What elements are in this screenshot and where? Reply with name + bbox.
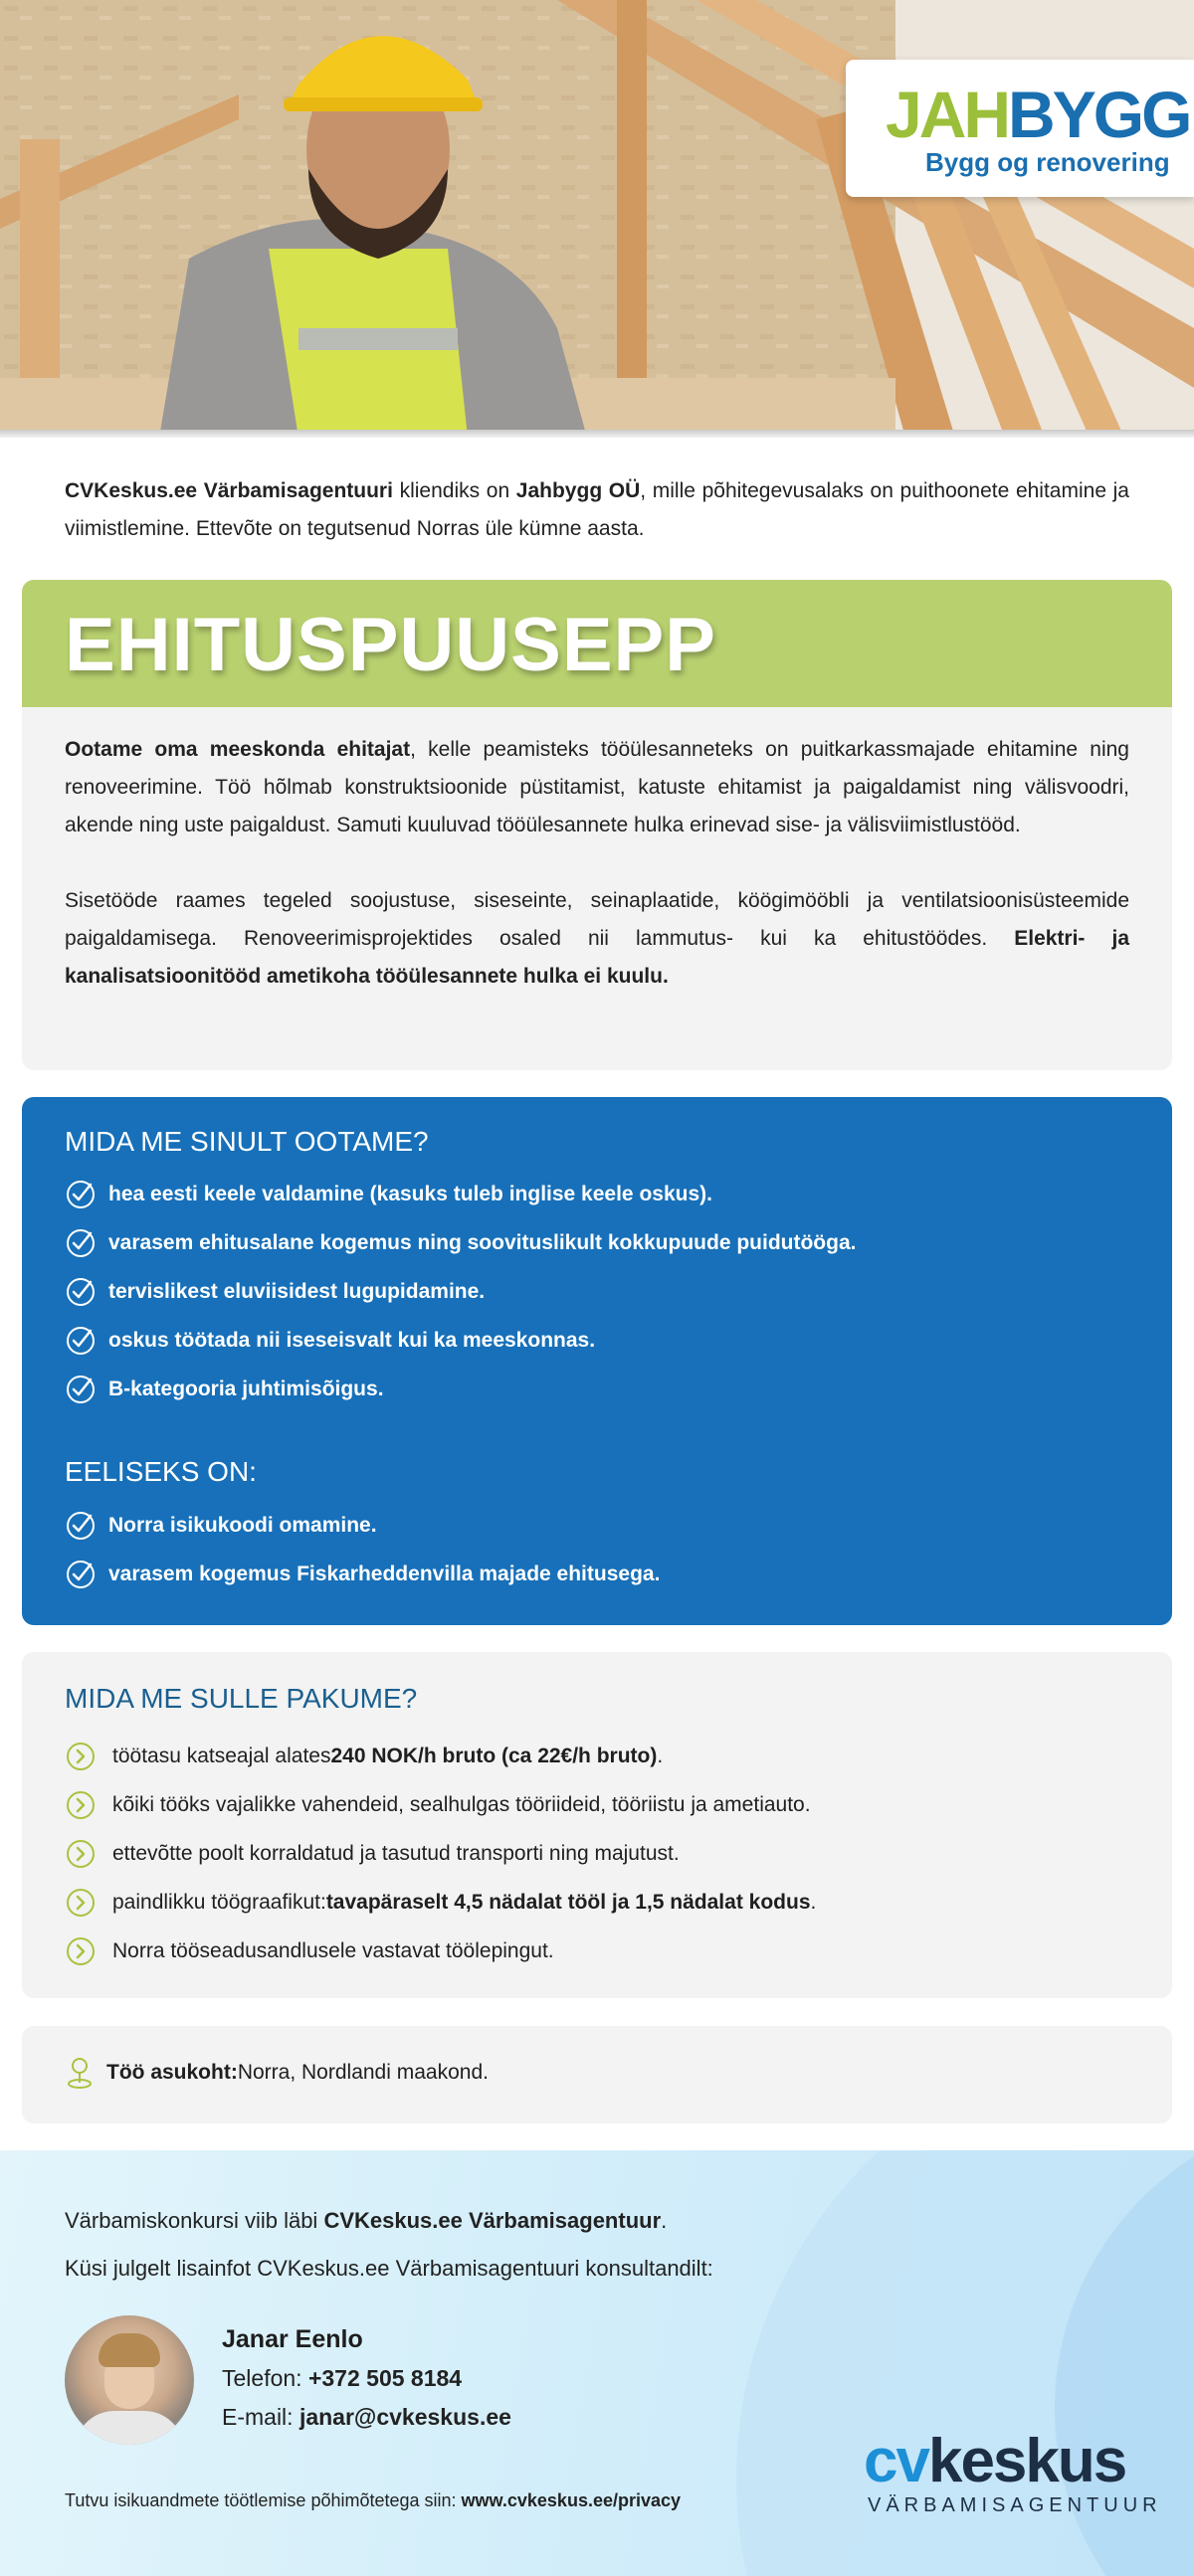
job-title: EHITUSPUUSEPP xyxy=(65,603,716,687)
check-circle-icon xyxy=(65,1179,97,1210)
chevron-circle-icon xyxy=(65,1741,97,1772)
offer-item: Norra tööseadusandlusele vastavat töölepingut. xyxy=(65,1927,1139,1975)
preference-item: Norra isikukoodi omamine. xyxy=(65,1501,1139,1550)
contact-email: E-mail: janar@cvkeskus.ee xyxy=(222,2404,511,2430)
requirements-card xyxy=(22,1097,1172,1625)
preference-item: varasem kogemus Fiskarheddenvilla majade ehitusega. xyxy=(65,1550,1139,1598)
requirements-list xyxy=(65,1170,1139,1413)
offer-item: kõiki tööks vajalikke vahendeid, sealhulgas tööriideid, tööriistu ja ametiauto. xyxy=(65,1780,1139,1829)
contact-name: Janar Eenlo xyxy=(222,2325,363,2353)
check-circle-icon xyxy=(65,1325,97,1357)
requirement-item: hea eesti keele valdamine (kasuks tuleb inglise keele oskus). xyxy=(65,1170,1139,1218)
recruiter-line: Värbamiskonkursi viib läbi CVKeskus.ee Värbamisagentuur. xyxy=(65,2208,668,2233)
chevron-circle-icon xyxy=(65,1887,97,1919)
logo-tagline: Bygg og renovering xyxy=(925,147,1170,177)
requirement-item: tervislikest eluviisidest lugupidamine. xyxy=(65,1267,1139,1316)
jahbygg-logo xyxy=(846,60,1194,197)
offer-heading: MIDA ME SULLE PAKUME? xyxy=(65,1683,418,1714)
intro-text: CVKeskus.ee Värbamisagentuuri kliendiks on Jahbygg OÜ, mille põhitegevusalaks on puithoonete ehitamine ja viimistlemine. Ettevõte on tegutsenud Norras üle kümne aasta. xyxy=(65,479,1129,540)
email-link[interactable]: janar@cvkeskus.ee xyxy=(298,2404,511,2430)
job-title-band xyxy=(22,580,1172,707)
check-circle-icon xyxy=(65,1374,97,1405)
check-circle-icon xyxy=(65,1276,97,1308)
location-card xyxy=(22,2026,1172,2123)
offer-list xyxy=(65,1732,1139,1975)
requirements-heading: MIDA ME SINULT OOTAME? xyxy=(65,1126,429,1157)
job-description-card xyxy=(22,580,1172,1070)
avatar xyxy=(65,2315,194,2445)
footer xyxy=(0,2150,1194,2576)
chevron-circle-icon xyxy=(65,1838,97,1870)
chevron-circle-icon xyxy=(65,1789,97,1821)
location-row xyxy=(65,2056,489,2090)
map-pin-icon xyxy=(65,2056,95,2090)
job-description xyxy=(65,731,1129,1033)
offer-item: paindlikku töögraafikut: tavapäraselt 4,5 nädalat tööl ja 1,5 nädalat kodus . xyxy=(65,1878,1139,1927)
preferences-list xyxy=(65,1501,1139,1598)
offer-item: töötasu katseajal alates 240 NOK/h bruto (ca 22€/h bruto) . xyxy=(65,1732,1139,1780)
phone-link[interactable]: +372 505 8184 xyxy=(307,2365,463,2391)
offer-item: ettevõtte poolt korraldatud ja tasutud transporti ning majutust. xyxy=(65,1829,1139,1878)
privacy-notice: Tutvu isikuandmete töötlemise põhimõtetega siin: www.cvkeskus.ee/privacy xyxy=(65,2490,682,2510)
hero-image xyxy=(0,0,1194,438)
requirement-item: oskus töötada nii iseseisvalt kui ka meeskonnas. xyxy=(65,1316,1139,1365)
client-name: Jahbygg OÜ xyxy=(515,479,641,502)
contact-invite: Küsi julgelt lisainfot CVKeskus.ee Värbamisagentuuri konsultandilt: xyxy=(65,2256,713,2281)
privacy-link[interactable]: www.cvkeskus.ee/privacy xyxy=(461,2490,682,2510)
job-paragraph-2: Sisetööde raames tegeled soojustuse, siseseinte, seinaplaatide, köögimööbli ja ventilatsioonisüsteemide paigaldamisega. Renoveerimisprojektides osaled nii lammutus- kui ka ehitustöödes. Elektri- ja kanalisatsioonitööd ametikoha tööülesannete hulka ei kuulu. xyxy=(65,889,1130,988)
offer-card xyxy=(22,1652,1172,1998)
contact-phone: Telefon: +372 505 8184 xyxy=(222,2365,463,2391)
requirement-item: varasem ehitusalane kogemus ning soovituslikult kokkupuude puidutööga. xyxy=(65,1218,1139,1267)
hero-divider xyxy=(0,430,1194,438)
agency-name: CVKeskus.ee Värbamisagentuuri xyxy=(65,479,393,502)
logo-wordmark: JAHBYGG xyxy=(886,78,1190,151)
location-label: Töö asukoht: xyxy=(106,2061,238,2084)
check-circle-icon xyxy=(65,1559,97,1590)
location-value: Norra, Nordlandi maakond. xyxy=(237,2061,489,2084)
chevron-circle-icon xyxy=(65,1935,97,1967)
check-circle-icon xyxy=(65,1227,97,1259)
preferences-heading: EELISEKS ON: xyxy=(65,1456,257,1487)
cvkeskus-logo: cvkeskus VÄRBAMISAGENTUUR xyxy=(864,2427,1162,2516)
job-paragraph-1: Ootame oma meeskonda ehitajat, kelle peamisteks tööülesanneteks on puitkarkassmajade ehitamine ning renoveerimine. Töö hõlmab konstruktsioonide püstitamist, katuste ehitamist ja paigaldamist ning välisvoodri, akende ning uste paigaldust. Samuti kuuluvad tööülesannete hulka erinevad sise- ja välisviimistlustööd. xyxy=(65,738,1129,836)
requirement-item: B-kategooria juhtimisõigus. xyxy=(65,1365,1139,1413)
check-circle-icon xyxy=(65,1510,97,1542)
